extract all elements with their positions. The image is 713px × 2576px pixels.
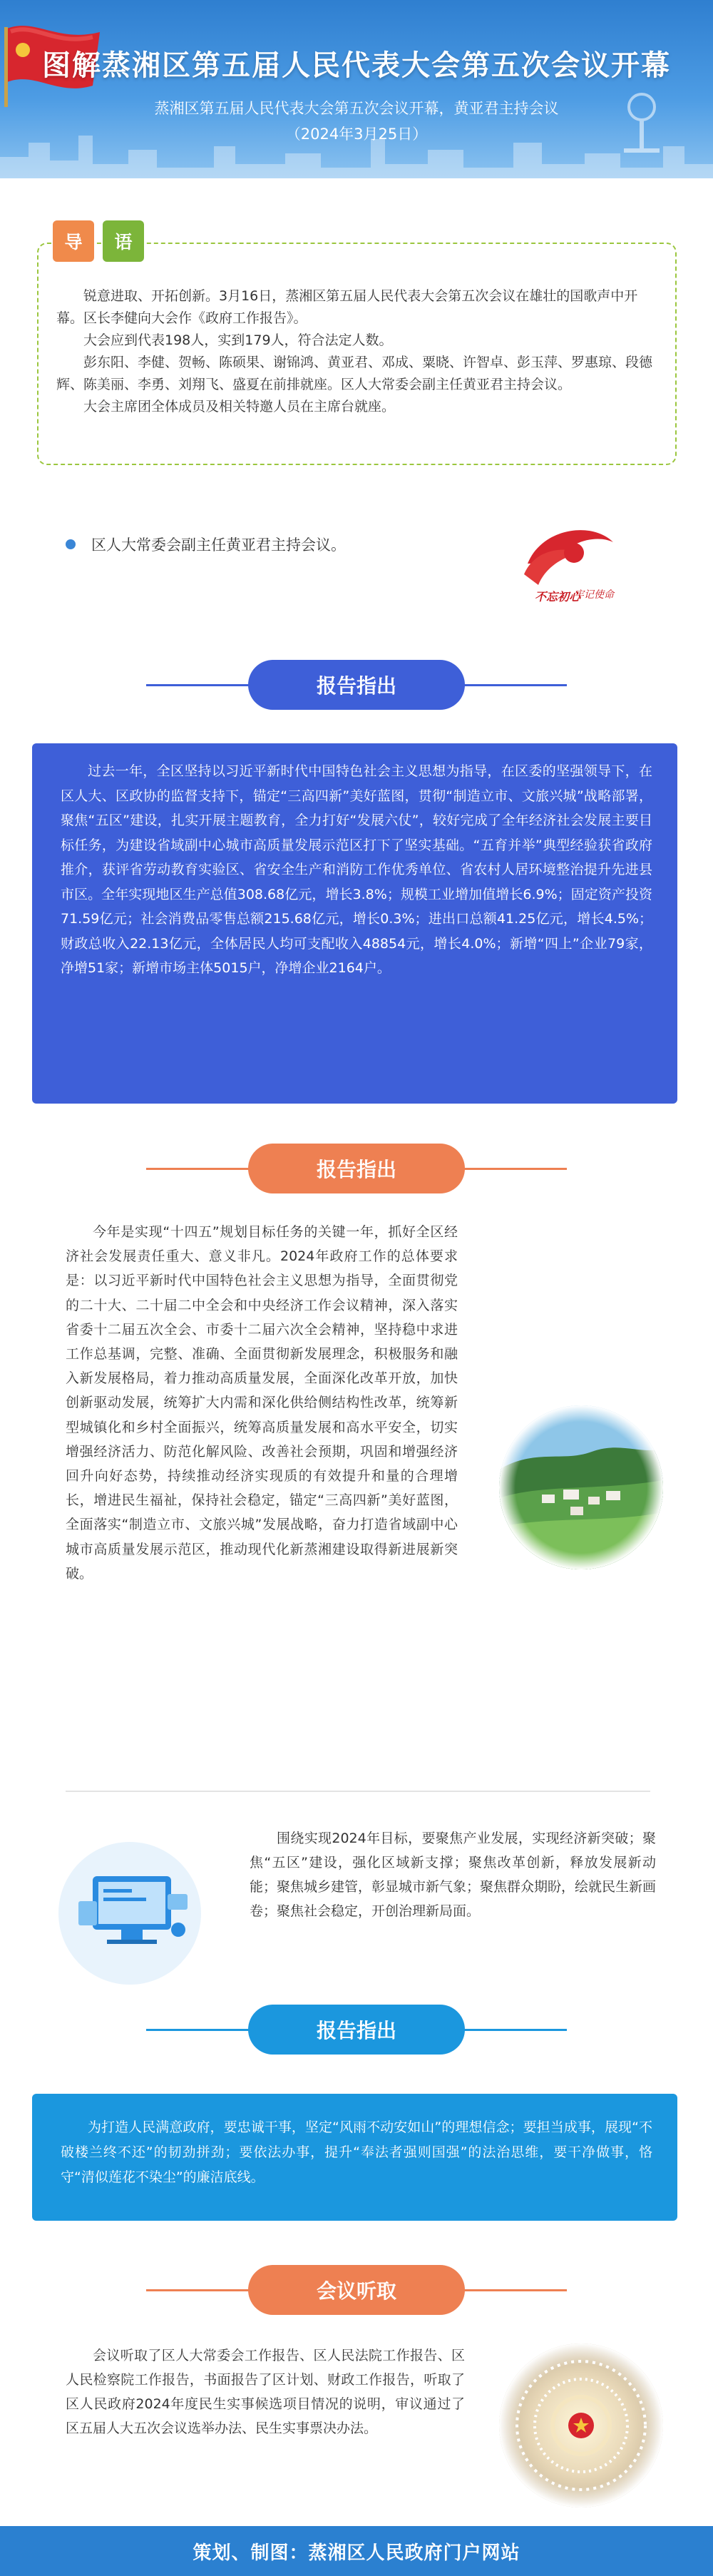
photo-caption [66,534,346,555]
report-paragraph: 会议听取了区人大常委会工作报告、区人民法院工作报告、区人民检察院工作报告，书面报告了区计划、财政工作报告，听取了区人民政府2024年度民生实事候选项目情况的说明，审议通过了区五届人大五次会议选举办法、民生实事票决办法。 [66,2348,465,2436]
section-pill [248,2265,465,2315]
section-label: 会议听取 [316,2279,396,2303]
report-block-cyan [32,2094,677,2221]
village-photo [499,1405,663,1569]
section-title-report-3 [0,2005,713,2055]
page-subtitle: 蒸湘区第五届人民代表大会第五次会议开幕，黄亚君主持会议 [154,100,559,117]
bullet-dot-icon [66,539,76,549]
section-title-meeting [0,2265,713,2315]
section-title-report-2 [0,1144,713,1193]
footer-credit: 策划、制图：蒸湘区人民政府门户网站 [0,2526,713,2576]
page-date: （2024年3月25日） [285,126,428,143]
intro-paragraph: 锐意进取、开拓创新。3月16日，蒸湘区第五届人民代表大会第五次会议在雄壮的国歌声中开幕。区长李健向大会作《政府工作报告》。 [56,288,638,326]
page-title: 图解蒸湘区第五届人民代表大会第五次会议开幕 [42,50,671,81]
report-text-3 [250,1826,656,1923]
computer-illustration-icon [50,1833,210,1994]
divider [66,1791,650,1792]
caption-text: 区人大常委会副主任黄亚君主持会议。 [91,536,346,554]
header-banner [0,0,713,178]
meeting-text [66,2343,465,2440]
intro-box [37,232,677,465]
intro-text [56,285,662,418]
emblem-text-1: 不忘初心 [535,590,581,604]
report-block-blue [32,743,677,1104]
emblem-text-2: 牢记使命 [574,589,614,601]
section-label: 报告指出 [316,674,396,698]
hall-ceiling-photo [499,2343,663,2508]
section-label: 报告指出 [316,1158,396,1181]
report-paragraph: 今年是实现“十四五”规划目标任务的关键一年，抓好全区经济社会发展责任重大、意义非凡。2024年政府工作的总体要求是：以习近平新时代中国特色社会主义思想为指导，全面贯彻党的二十大、二十届二中全会和中央经济工作会议精神，深入落实省委十二届五次全会、市委十二届六次全会精神，坚持稳中求进工作总基调，完整、准确、全面贯彻新发展理念，积极服务和融入新发展格局，着力推动高质量发展，全面深化改革开放，加快创新驱动发展，统筹扩大内需和深化供给侧结构性改革，统筹新型城镇化和乡村全面振兴，统筹高质量发展和高水平安全，切实增强经济活力、防范化解风险、改善社会预期，巩固和增强经济回升向好态势，持续推动经济实现质的有效提升和量的合理增长，增进民生福祉，保持社会稳定，锚定“三高四新”美好蓝图，全面落实“制造立市、文旅兴城”发展战略，奋力打造省域副中心城市高质量发展示范区，推动现代化新蒸湘建设取得新进展新突破。 [66,1224,458,1582]
report-paragraph: 围绕实现2024年目标，要聚焦产业发展，实现经济新突破；聚焦“五区”建设，强化区域新支撑；聚焦改革创新，释放发展新动能；聚焦城乡建管，彰显城市新气象；聚焦群众期盼，绘就民生新画卷；聚焦社会稳定，开创治理新局面。 [250,1831,657,1919]
intro-tag-dao: 导 [53,220,94,262]
section-pill [248,660,465,710]
section-pill [248,1144,465,1193]
section-pill [248,2005,465,2055]
party-emblem-icon [513,521,627,621]
report-paragraph: 过去一年，全区坚持以习近平新时代中国特色社会主义思想为指导，在区委的坚强领导下，在区人大、区政协的监督支持下，锚定“三高四新”美好蓝图，贯彻“制造立市、文旅兴城”战略部署，聚焦“五区”建设，扎实开展主题教育，全力打好“发展六仗”，较好完成了全年经济社会发展主要目标任务，为建设省域副中心城市高质量发展示范区打下了坚实基础。“五育并举”典型经验获省政府推介，获评省劳动教育实验区、省安全生产和消防工作优秀单位、省农村人居环境整治提升先进县市区。全年实现地区生产总值308.68亿元，增长3.8%；规模工业增加值增长6.9%；固定资产投资71.59亿元；社会消费品零售总额215.68亿元，增长0.3%；进出口总额41.25亿元，增长4.5%；财政总收入22.13亿元，全体居民人均可支配收入48854元，增长4.0%；新增“四上”企业79家，净增51家；新增市场主体5015户，净增企业2164户。 [61,763,652,976]
section-label: 报告指出 [316,2019,396,2042]
report-paragraph: 为打造人民满意政府，要忠诚干事，坚定“风雨不动安如山”的理想信念；要担当成事，展现“不破楼兰终不还”的韧劲拼劲；要依法办事，提升“奉法者强则国强”的法治思维，要干净做事，恪守“清似莲花不染尘”的廉洁底线。 [61,2119,652,2185]
intro-paragraph: 彭东阳、李健、贺畅、陈硕果、谢锦鸿、黄亚君、邓成、粟晓、许智卓、彭玉萍、罗惠琼、段德辉、陈美丽、李勇、刘翔飞、盛夏在前排就座。区人大常委会副主任黄亚君主持会议。 [56,355,653,392]
section-title-report-1 [0,660,713,710]
intro-paragraph: 大会应到代表198人，实到179人，符合法定人数。 [83,332,393,348]
intro-paragraph: 大会主席团全体成员及相关特邀人员在主席台就座。 [83,399,396,414]
intro-tag-yu: 语 [103,220,144,262]
report-text-2 [66,1220,458,1586]
